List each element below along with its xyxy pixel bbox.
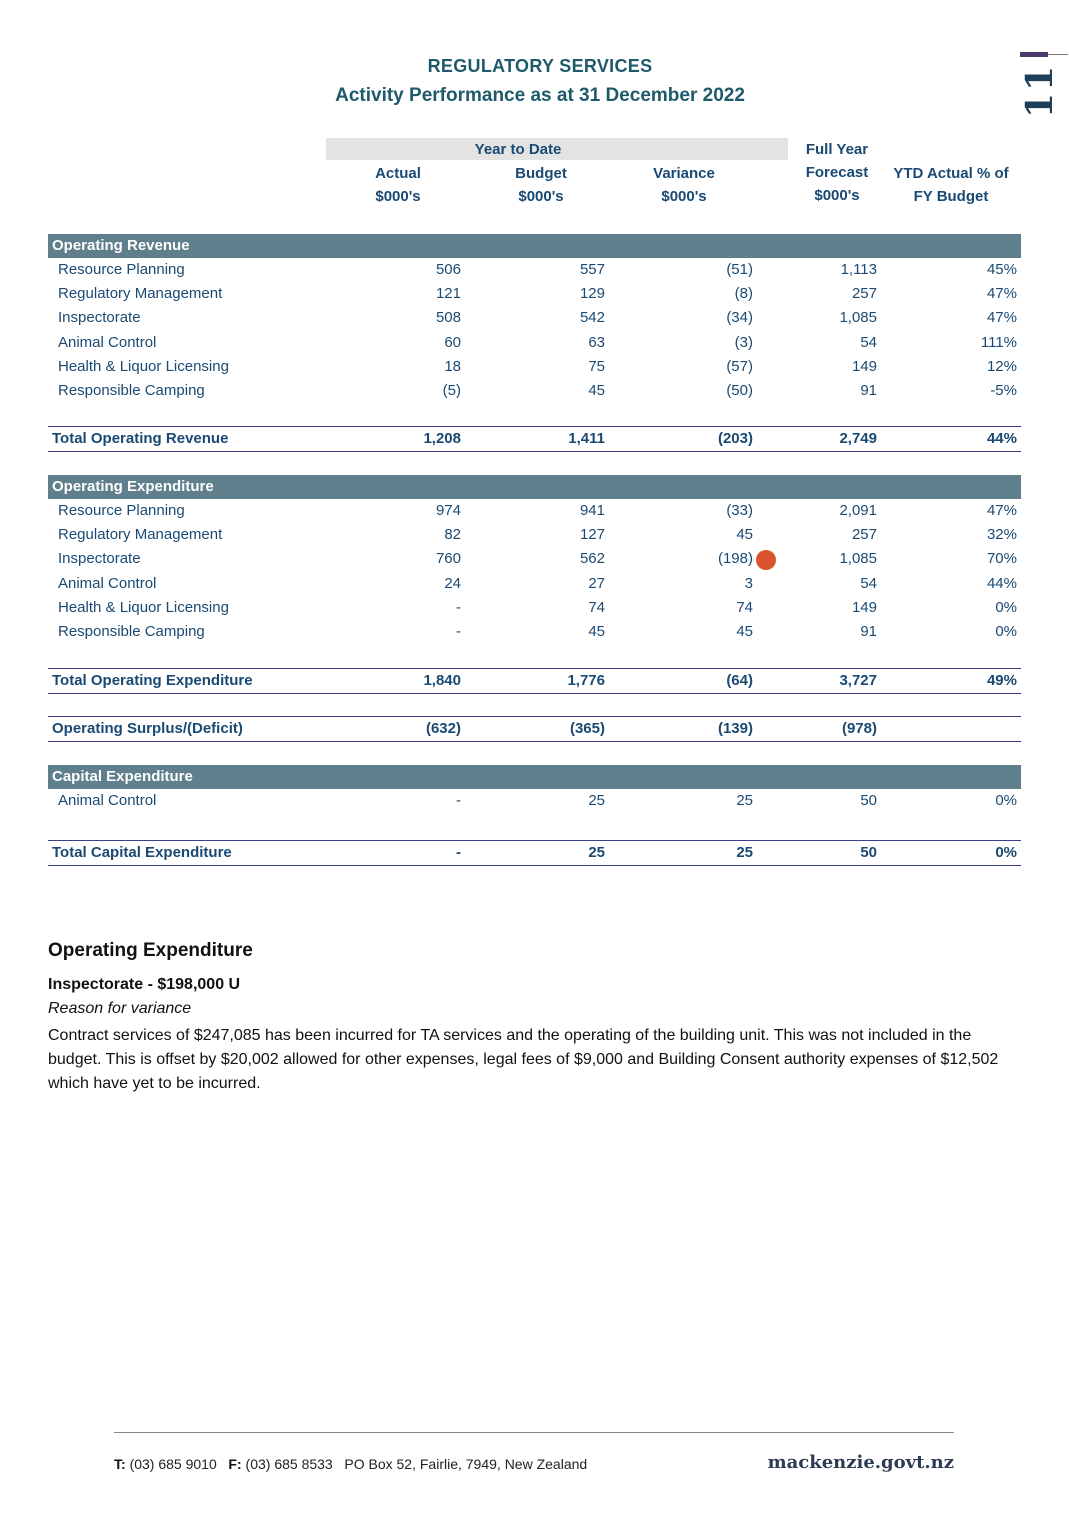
row-label: Responsible Camping	[58, 623, 205, 640]
page-number: 11	[1018, 63, 1061, 119]
row-value: 508	[435, 309, 461, 327]
row-value: 54	[860, 574, 877, 592]
table-row	[48, 306, 1021, 330]
row-value: (5)	[442, 382, 461, 399]
row-value: 0%	[995, 623, 1017, 640]
variance-flag-dot	[756, 550, 776, 570]
row-value: 47%	[986, 309, 1017, 327]
variance-notes	[48, 940, 1018, 1096]
row-value: 91	[860, 623, 877, 640]
row-value: 32%	[986, 526, 1017, 544]
row-value: 1,085	[839, 550, 877, 568]
table-row	[48, 282, 1021, 306]
section-operating-expenditure: Operating Expenditure	[48, 475, 1021, 499]
row-value: 45	[588, 382, 605, 399]
row-label: Regulatory Management	[58, 285, 223, 303]
row-value: 50	[860, 792, 877, 809]
footer-contact: T: (03) 685 9010 F: (03) 685 8533 PO Box 52, Fairlie, 7949, New Zealand	[114, 1456, 588, 1472]
row-value: 974	[435, 502, 461, 519]
page-title: REGULATORY SERVICES	[427, 56, 653, 76]
footer-divider	[114, 1432, 954, 1433]
row-value: 760	[435, 550, 461, 568]
row-value: 27	[588, 574, 605, 592]
row-value: 941	[579, 502, 605, 519]
row-value: 542	[579, 309, 605, 327]
row-label: Inspectorate	[58, 309, 141, 327]
row-value: 47%	[986, 502, 1017, 519]
table-row	[48, 620, 1021, 644]
row-value: 18	[444, 357, 461, 375]
row-label: Resource Planning	[58, 502, 185, 519]
row-value: 45%	[986, 261, 1017, 278]
row-value: 74	[736, 598, 753, 616]
row-value: 70%	[986, 550, 1017, 568]
row-value: 127	[579, 526, 605, 544]
table-row	[48, 596, 1021, 620]
row-value: 121	[435, 285, 461, 303]
table-row	[48, 572, 1021, 596]
row-value: 3	[744, 574, 753, 592]
row-value: 129	[579, 285, 605, 303]
forecast-header: Full Year Forecast $000's	[805, 141, 869, 204]
notes-body: Contract services of $247,085 has been incurred for TA services and the operating of the building unit. This was not included in the budget. This is offset by $20,002 allowed for other expenses, legal fees of $9,000 and Building Consent authority expenses of $12,502 which have yet to be incurred.	[48, 1027, 999, 1092]
table-row	[48, 547, 1021, 571]
row-value: 557	[579, 261, 605, 278]
row-value: 12%	[986, 357, 1017, 375]
table-row	[48, 331, 1021, 355]
row-value: 0%	[995, 598, 1017, 616]
section-capital-expenditure: Capital Expenditure	[48, 765, 1021, 789]
table-row	[48, 258, 1021, 282]
row-value: 45	[588, 623, 605, 640]
row-value: 506	[435, 261, 461, 278]
row-value: 0%	[995, 792, 1017, 809]
notes-heading: Operating Expenditure	[48, 940, 253, 961]
row-value: 25	[736, 792, 753, 809]
row-value: 111%	[980, 333, 1017, 351]
row-value: (51)	[726, 261, 753, 278]
total-operating-expenditure: Total Operating Expenditure 1,840 1,776 (64) 3,727 49%	[48, 668, 1021, 694]
row-value: 75	[588, 357, 605, 375]
row-value: (57)	[726, 357, 753, 375]
total-capital-expenditure: Total Capital Expenditure - 25 25 50 0%	[48, 840, 1021, 866]
row-value: -	[456, 598, 461, 616]
row-value: 60	[444, 333, 461, 351]
row-value: 54	[860, 333, 877, 351]
row-value: (33)	[726, 502, 753, 519]
row-label: Health & Liquor Licensing	[58, 598, 229, 616]
row-value: -	[456, 623, 461, 640]
row-value: 257	[851, 526, 877, 544]
row-value: (8)	[734, 285, 753, 303]
row-value: 24	[444, 574, 461, 592]
notes-reason-label: Reason for variance	[48, 1000, 192, 1017]
row-value: 2,091	[839, 502, 877, 519]
row-label: Health & Liquor Licensing	[58, 357, 229, 375]
total-operating-revenue: Total Operating Revenue 1,208 1,411 (203) 2,749 44%	[48, 426, 1021, 452]
row-label: Inspectorate	[58, 550, 141, 568]
row-value: 45	[736, 623, 753, 640]
row-value: (198)	[717, 550, 753, 568]
ytd-header: Year to Date	[474, 141, 562, 158]
section-operating-revenue: Operating Revenue	[48, 234, 1021, 258]
table-row	[48, 499, 1021, 523]
notes-item: Inspectorate - $198,000 U	[48, 976, 241, 993]
title-block	[0, 56, 1069, 107]
row-label: Resource Planning	[58, 261, 185, 278]
page-subtitle: Activity Performance as at 31 December 2022	[335, 85, 745, 106]
row-value: 1,113	[840, 261, 877, 278]
table-row	[48, 789, 1021, 813]
pct-header: YTD Actual % of FY Budget	[893, 165, 1009, 205]
row-value: 82	[444, 526, 461, 544]
row-value: 257	[851, 285, 877, 303]
row-value: 149	[851, 357, 877, 375]
row-value: 1,085	[839, 309, 877, 327]
corner-line	[1048, 54, 1068, 55]
row-value: 91	[860, 382, 877, 399]
row-label: Animal Control	[58, 574, 157, 592]
row-value: 562	[579, 550, 605, 568]
operating-surplus-deficit: Operating Surplus/(Deficit) (632) (365) (139) (978)	[48, 716, 1021, 742]
row-label: Animal Control	[58, 333, 157, 351]
table-row	[48, 379, 1021, 403]
row-value: -	[456, 792, 461, 809]
row-value: 63	[588, 333, 605, 351]
table-row	[48, 523, 1021, 547]
row-value: 149	[851, 598, 877, 616]
row-label: Responsible Camping	[58, 382, 205, 399]
row-value: (50)	[726, 382, 753, 399]
footer-website: mackenzie.govt.nz	[767, 1452, 954, 1473]
table-row	[48, 355, 1021, 379]
row-value: 25	[588, 792, 605, 809]
row-value: 45	[736, 526, 753, 544]
row-value: (3)	[734, 333, 753, 351]
actual-header: Actual $000's	[375, 165, 421, 205]
row-value: 74	[588, 598, 605, 616]
budget-header: Budget $000's	[515, 165, 567, 205]
row-value: -5%	[990, 382, 1017, 399]
row-label: Regulatory Management	[58, 526, 223, 544]
row-value: (34)	[726, 309, 753, 327]
row-label: Animal Control	[58, 792, 157, 809]
variance-header: Variance $000's	[653, 165, 715, 205]
row-value: 44%	[986, 574, 1017, 592]
row-value: 47%	[986, 285, 1017, 303]
